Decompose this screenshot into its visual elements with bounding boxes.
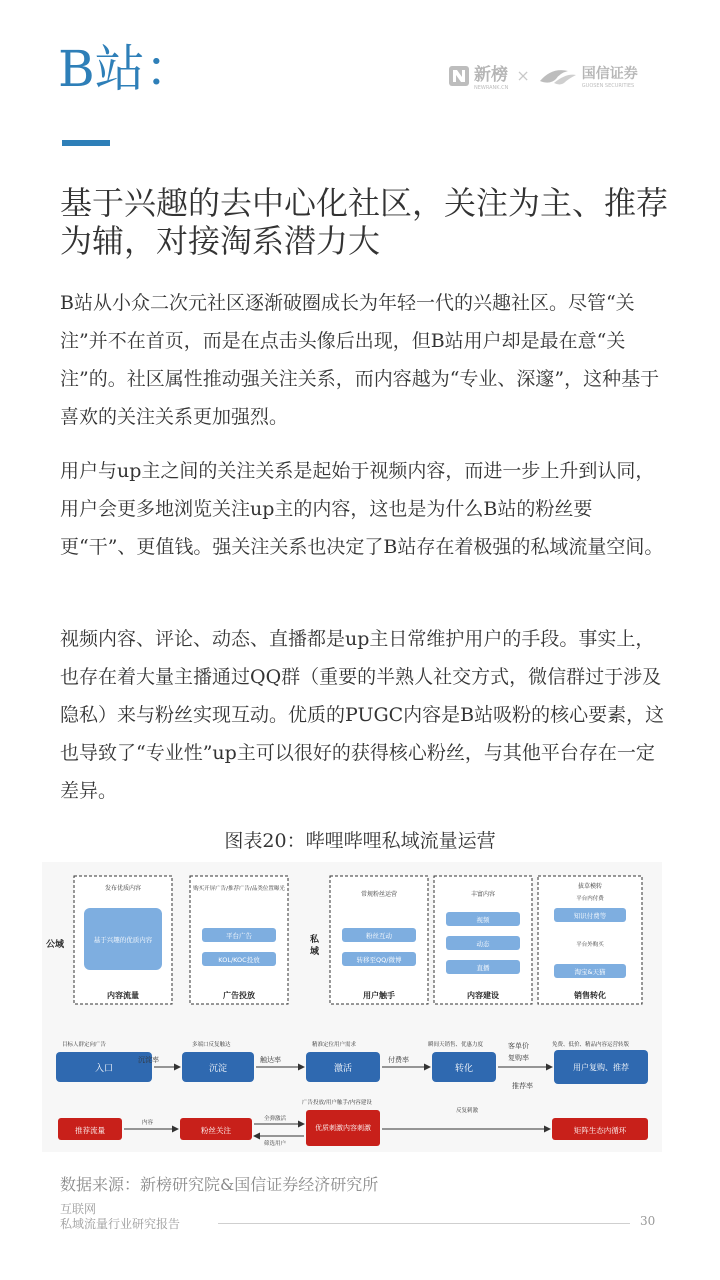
flow-node-4: 转化 [454, 1064, 474, 1074]
loop-label-2: 全弹激活 [264, 1116, 287, 1122]
flow-edge-1: 沉淀率 [138, 1056, 159, 1064]
accent-bar [62, 140, 110, 146]
panel-3-header: 常规粉丝运营 [360, 891, 398, 898]
flow-node-3: 激活 [333, 1064, 353, 1074]
panel-1-item: 基于兴趣的优质内容 [93, 936, 153, 944]
newrank-logo-name: 新榜 [474, 65, 508, 85]
loop-node-3: 优质刺激内容刺激 [315, 1124, 371, 1132]
flow-edge-3: 付费率 [388, 1056, 409, 1064]
loop-node-2: 粉丝关注 [201, 1126, 231, 1135]
flow-node-2: 沉淀 [208, 1064, 228, 1074]
loop-label-5: 反复刺激 [456, 1108, 479, 1114]
private-domain-label: 私域 [310, 935, 320, 957]
panel-3-item-2: 转移至QQ/微博 [356, 956, 402, 964]
flow-annotation-5: 免费、低价、精品内容运营转版 [552, 1042, 630, 1048]
loop-label-1: 内容 [142, 1120, 154, 1126]
page-title: B站： [58, 40, 195, 98]
logo-separator: × [516, 66, 530, 85]
headline: 基于兴趣的去中心化社区，关注为主、推荐为辅，对接淘系潜力大 [60, 184, 669, 260]
flow-edge-2: 触达率 [260, 1056, 281, 1064]
panel-2-footer: 广告投放 [223, 991, 255, 1000]
guosen-logo-sub: GUOSEN SECURITIES [581, 82, 635, 89]
panel-5-sub-1: 平台内付费 [576, 896, 604, 902]
data-source: 数据来源：新榜研究院&国信证券经济研究所 [60, 1175, 379, 1194]
paragraph-3: 视频内容、评论、动态、直播都是up主日常维护用户的手段。事实上，也存在着大量主播通过QQ群（重要的半熟人社交方式，微信群过于涉及隐私）来与粉丝实现互动。优质的PUGC内容是B站吸粉的核心要素，这也导致了“专业性”up主可以很好的获得核心粉丝，与其他平台存在一定差异。 [60, 628, 665, 802]
footer-divider [218, 1223, 630, 1224]
loop-label-3: 筛选用户 [264, 1141, 287, 1147]
newrank-logo-sub: NEWRANK.CN [474, 85, 509, 91]
flow-node-5: 用户复购、推荐 [573, 1063, 629, 1072]
guosen-logo-icon [538, 65, 578, 87]
panel-4-item-2: 动态 [476, 940, 490, 948]
loop-node-1: 推荐流量 [75, 1126, 105, 1135]
public-domain-label: 公域 [46, 940, 65, 950]
newrank-logo-icon [448, 65, 470, 87]
panel-1-header: 发布优质内容 [104, 885, 142, 892]
panel-1-footer: 内容流量 [107, 991, 139, 1000]
private-traffic-diagram [42, 862, 662, 1152]
flow-edge-5: 复购率 [508, 1054, 529, 1062]
panel-2-item-1: 平台广告 [226, 932, 252, 940]
paragraph-1: B站从小众二次元社区逐渐破圈成长为年轻一代的兴趣社区。尽管“关注”并不在首页，而是在点击头像后出现，但B站用户却是最在意“关注”的。社区属性推动强关注关系，而内容越为“专业、深邃”，这种基于喜欢的关注关系更加强烈。 [60, 292, 660, 428]
panel-5-item-1: 知识付费等 [573, 912, 607, 920]
guosen-logo-name: 国信证券 [581, 65, 638, 82]
flow-annotation-2: 多端口反复触达 [192, 1042, 231, 1048]
panel-4-item-3: 直播 [476, 964, 490, 972]
flow-edge-4: 客单价 [508, 1042, 529, 1050]
header-logos [448, 60, 638, 91]
loop-label-4: 广告投放/用户触手/内容建设 [302, 1100, 372, 1106]
flow-annotation-1: 目标人群定向广告 [62, 1042, 107, 1048]
panel-4-header: 丰富内容 [470, 891, 496, 898]
flow-node-1: 入口 [94, 1064, 114, 1074]
panel-5-sub-2: 平台外购买 [576, 942, 604, 948]
panel-4-item-1: 视频 [476, 916, 490, 924]
panel-2-header: 购买开屏广告/推荐广告/品类位置曝光 [193, 886, 285, 892]
loop-node-4: 矩阵生态内循环 [573, 1126, 627, 1135]
footer-company: 互联网 [60, 1202, 97, 1216]
panel-3-footer: 用户触手 [363, 991, 395, 1000]
flow-edge-6: 推荐率 [512, 1082, 533, 1090]
footer-report-title: 私域流量行业研究报告 [60, 1217, 181, 1231]
panel-4-footer: 内容建设 [467, 991, 499, 1000]
panel-3-item-1: 粉丝互动 [366, 932, 392, 940]
guosen-logo [538, 63, 638, 89]
figure-caption: 图表20：哔哩哔哩私域流量运营 [224, 830, 496, 852]
panel-5-item-2: 淘宝&天猫 [574, 968, 606, 976]
panel-5-header: 拔草模转 [577, 883, 603, 890]
page-number: 30 [640, 1214, 656, 1228]
paragraph-2: 用户与up主之间的关注关系是起始于视频内容，而进一步上升到认同，用户会更多地浏览关注up主的内容，这也是为什么B站的粉丝要更“干”、更值钱。强关注关系也决定了B站存在着极强的私域流量空间。 [60, 460, 664, 558]
panel-2-item-2: KOL/KOC投放 [218, 956, 260, 964]
flow-annotation-3: 精准定位用户需求 [312, 1042, 357, 1048]
flow-annotation-4: 瞬间天销售、优惠力度 [428, 1042, 484, 1048]
panel-5-footer: 销售转化 [574, 991, 606, 1000]
newrank-logo [448, 60, 508, 91]
